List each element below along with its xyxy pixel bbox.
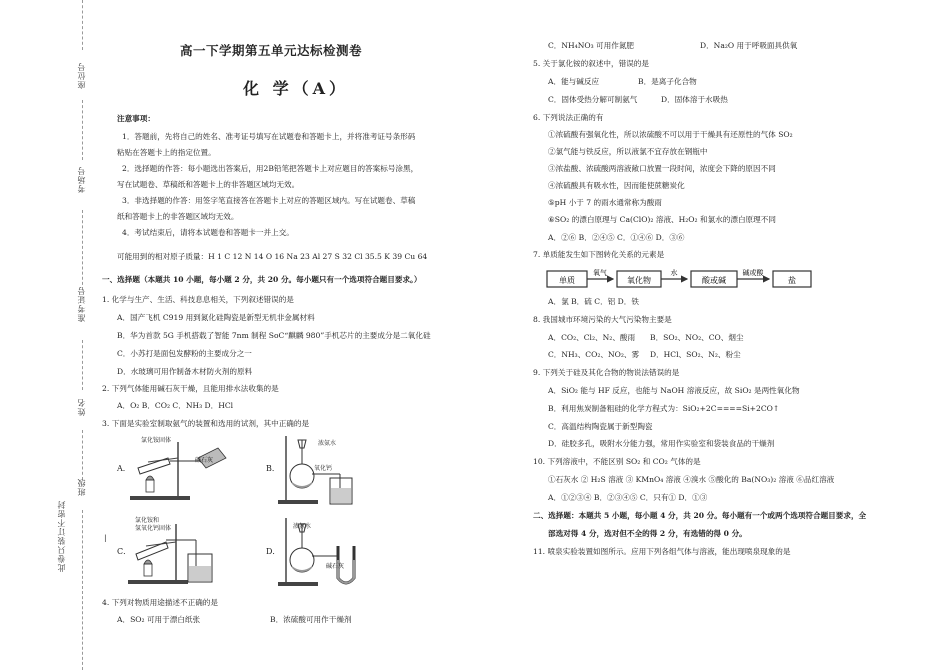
- q5-option-d: D．固体溶于水吸热: [661, 95, 728, 104]
- question-2: 2. 下列气体能用碱石灰干燥，且能用排水法收集的是: [102, 384, 279, 393]
- note-line: 3．非选择题的作答：用签字笔直接答在答题卡上对应的答题区域内。写在试题卷、草稿: [122, 196, 416, 205]
- flow-text-water: 水: [670, 269, 678, 277]
- conversion-flow-diagram: [545, 263, 815, 291]
- fig-b-reagent: 浓氨水: [318, 440, 337, 447]
- note-line: 1．答题前，先将自己的姓名、准考证号填写在试题卷和答题卡上，并将准考证号条形码: [122, 132, 416, 141]
- fig-d-reagent: 浓氨水: [293, 523, 312, 530]
- binding-strip: [0, 0, 100, 672]
- exam-subtitle: 化 学（A）: [243, 79, 349, 98]
- q6-statement-5: ⑤pH 小于 7 的雨水通常称为酸雨: [548, 198, 662, 207]
- fig-d-label: D．: [266, 547, 281, 556]
- q5-option-c: C．固体受热分解可制氨气: [548, 95, 638, 104]
- flow-text-acid-or-base: 酸或碱: [702, 276, 726, 285]
- q9-option-b: B．利用焦炭制备粗硅的化学方程式为：SiO₂+2C====Si+2CO↑: [548, 404, 780, 413]
- question-1: 1. 化学与生产、生活、科技息息相关，下列叙述错误的是: [102, 295, 294, 304]
- exam-room-label: 考场号: [77, 166, 86, 193]
- note-line: 2．选择题的作答：每小题选出答案后，用2B铅笔把答题卡上对应题目的答案标号涂黑，: [122, 164, 419, 173]
- notes-heading: 注意事项：: [117, 114, 155, 123]
- section-1-heading: 一、选择题（本题共 10 小题，每小题 2 分，共 20 分。每小题只有一个选项符合题目要求。）: [102, 275, 422, 284]
- q6-statement-2: ②氯气能与铁反应，所以液氯不宜存放在钢瓶中: [548, 147, 708, 156]
- question-10: 10. 下列溶液中，不能区别 SO₂ 和 CO₂ 气体的是: [533, 457, 701, 466]
- class-label: 班级: [77, 478, 86, 496]
- q6-statement-6: ⑥SO₂ 的漂白原理与 Ca(ClO)₂ 溶液、H₂O₂ 和氯水的漂白原理不同: [548, 215, 776, 224]
- seat-number-label: 座位号: [77, 62, 86, 89]
- atomic-masses: 可能用到的相对原子质量：H 1 C 12 N 14 O 16 Na 23 Al 27 S 32 Cl 35.5 K 39 Cu 64: [117, 252, 428, 261]
- stray-mark: |: [104, 533, 107, 542]
- question-7: 7. 单质能发生如下图转化关系的元素是: [533, 250, 665, 259]
- binding-line: [82, 100, 83, 160]
- q9-option-d: D．硅胶多孔，吸附水分能力强，常用作实验室和袋装食品的干燥剂: [548, 439, 775, 448]
- flow-text-salt: 盐: [788, 276, 796, 285]
- q5-option-a: A．能与碱反应: [548, 77, 600, 86]
- fig-c-label: C．: [117, 547, 132, 556]
- name-label: 姓名: [77, 398, 86, 416]
- q4-option-d: D．Na₂O 用于呼吸面具供氧: [700, 41, 798, 50]
- q8-option-d: D．HCl、SO₂、N₂、粉尘: [650, 350, 741, 359]
- binding-line: [82, 510, 83, 670]
- q6-statement-4: ④浓硫酸具有吸水性，因而能使蔗糖炭化: [548, 181, 685, 190]
- binding-line: [82, 210, 83, 290]
- binding-line: [82, 340, 83, 390]
- fig-a-label: A．: [117, 464, 131, 473]
- q6-statement-3: ③浓盐酸、浓硫酸两溶液敞口放置一段时间，浓度会下降的原因不同: [548, 164, 776, 173]
- q9-option-c: C．高温结构陶瓷属于新型陶瓷: [548, 422, 653, 431]
- flow-text-oxide: 氧化物: [627, 276, 651, 285]
- q4-option-b: B．浓硫酸可用作干燥剂: [270, 615, 352, 624]
- section-2-heading-line1: 二、选择题：本题共 5 小题，每小题 4 分，共 20 分。每小题有一个或两个选项符合题目要求，全: [533, 511, 867, 520]
- note-line: 写在试题卷、草稿纸和答题卡上的非答题区域均无效。: [117, 180, 300, 189]
- q10-options: A．①②③④ B．②③④⑤ C．只有① D．①③: [548, 493, 708, 502]
- q9-option-a: A．SiO₂ 能与 HF 反应，也能与 NaOH 溶液反应，故 SiO₂ 是两性氧化物: [548, 386, 800, 395]
- fig-d-drying-agent: 碱石灰: [326, 563, 345, 570]
- binding-line: [82, 430, 83, 480]
- q1-option-c: C．小苏打是面包发酵粉的主要成分之一: [117, 349, 252, 358]
- fig-b-solid: 氧化钙: [314, 465, 333, 472]
- question-8: 8. 我国城市环境污染的大气污染物主要是: [533, 315, 672, 324]
- q2-options: A．O₂ B．CO₂ C．NH₃ D．HCl: [117, 401, 234, 410]
- question-5: 5. 关于氯化铵的叙述中，错误的是: [533, 59, 649, 68]
- question-6: 6. 下列说法正确的有: [533, 113, 604, 122]
- note-line: 4．考试结束后，请将本试题卷和答题卡一并上交。: [122, 228, 294, 237]
- fig-b-label: B．: [266, 464, 280, 473]
- fig-a-drying-agent: 碱石灰: [195, 457, 214, 464]
- exam-title: 高一下学期第五单元达标检测卷: [180, 43, 363, 58]
- q8-option-c: C．NH₃、CO₂、NO₂、雾: [548, 350, 640, 359]
- q5-option-b: B．是离子化合物: [638, 77, 697, 86]
- question-11: 11. 喷泉实验装置如图所示。应用下列各组气体与溶液，能出现喷泉现象的是: [533, 547, 791, 556]
- q7-options: A．氯 B．硫 C．铝 D．铁: [548, 297, 639, 306]
- q6-statement-1: ①浓硫酸有强氧化性，所以浓硫酸不可以用于干燥具有还原性的气体 SO₂: [548, 130, 793, 139]
- q1-option-d: D．水玻璃可用作制备木材防火剂的原料: [117, 367, 253, 376]
- q6-options: A．②⑥ B．②④⑤ C．①④⑥ D．③⑥: [548, 233, 685, 242]
- section-2-heading-line2: 部选对得 4 分，选对但不全的得 2 分，有选错的得 0 分。: [548, 529, 747, 538]
- question-9: 9. 下列关于硅及其化合物的物说法错误的是: [533, 368, 680, 377]
- flow-text-oxygen: 氧气: [593, 269, 607, 277]
- binding-note: 此卷只装订不密封: [57, 500, 66, 572]
- question-4: 4. 下列对物质用途描述不正确的是: [102, 598, 218, 607]
- fig-c-reagent-line2: 氢氧化钙固体: [135, 525, 172, 532]
- binding-line: [82, 0, 83, 50]
- q4-option-c: C．NH₄NO₃ 可用作氮肥: [548, 41, 635, 50]
- q10-solutions: ①石灰水 ② H₂S 溶液 ③ KMnO₄ 溶液 ④溴水 ⑤酸化的 Ba(NO₃)₂ 溶液 ⑥品红溶液: [548, 475, 835, 484]
- q8-option-b: B．SO₂、NO₂、CO、烟尘: [650, 333, 744, 342]
- fig-c-reagent-line1: 氯化铵和: [135, 517, 160, 524]
- q8-option-a: A．CO₂、Cl₂、N₂、酸雨: [548, 333, 636, 342]
- fig-a-reagent: 氯化铵固体: [141, 437, 172, 444]
- flow-text-base-or-acid: 碱或酸: [742, 269, 764, 277]
- apparatus-a: [128, 436, 238, 504]
- flow-text-element: 单质: [559, 276, 575, 285]
- question-3: 3. 下面是实验室制取氨气的装置和选用的试剂，其中正确的是: [102, 419, 310, 428]
- q1-option-a: A．国产飞机 C919 用到氮化硅陶瓷是新型无机非金属材料: [117, 313, 315, 322]
- q1-option-b: B．华为首款 5G 手机搭载了智能 7nm 制程 SoC“麒麟 980”手机芯片的主要成分是二氧化硅: [117, 331, 431, 340]
- note-line: 粘贴在答题卡上的指定位置。: [117, 148, 216, 157]
- q4-option-a: A．SO₂ 可用于漂白纸张: [117, 615, 201, 624]
- note-line: 纸和答题卡上的非答题区域均无效。: [117, 212, 239, 221]
- admission-number-label: 准考证号: [77, 286, 86, 322]
